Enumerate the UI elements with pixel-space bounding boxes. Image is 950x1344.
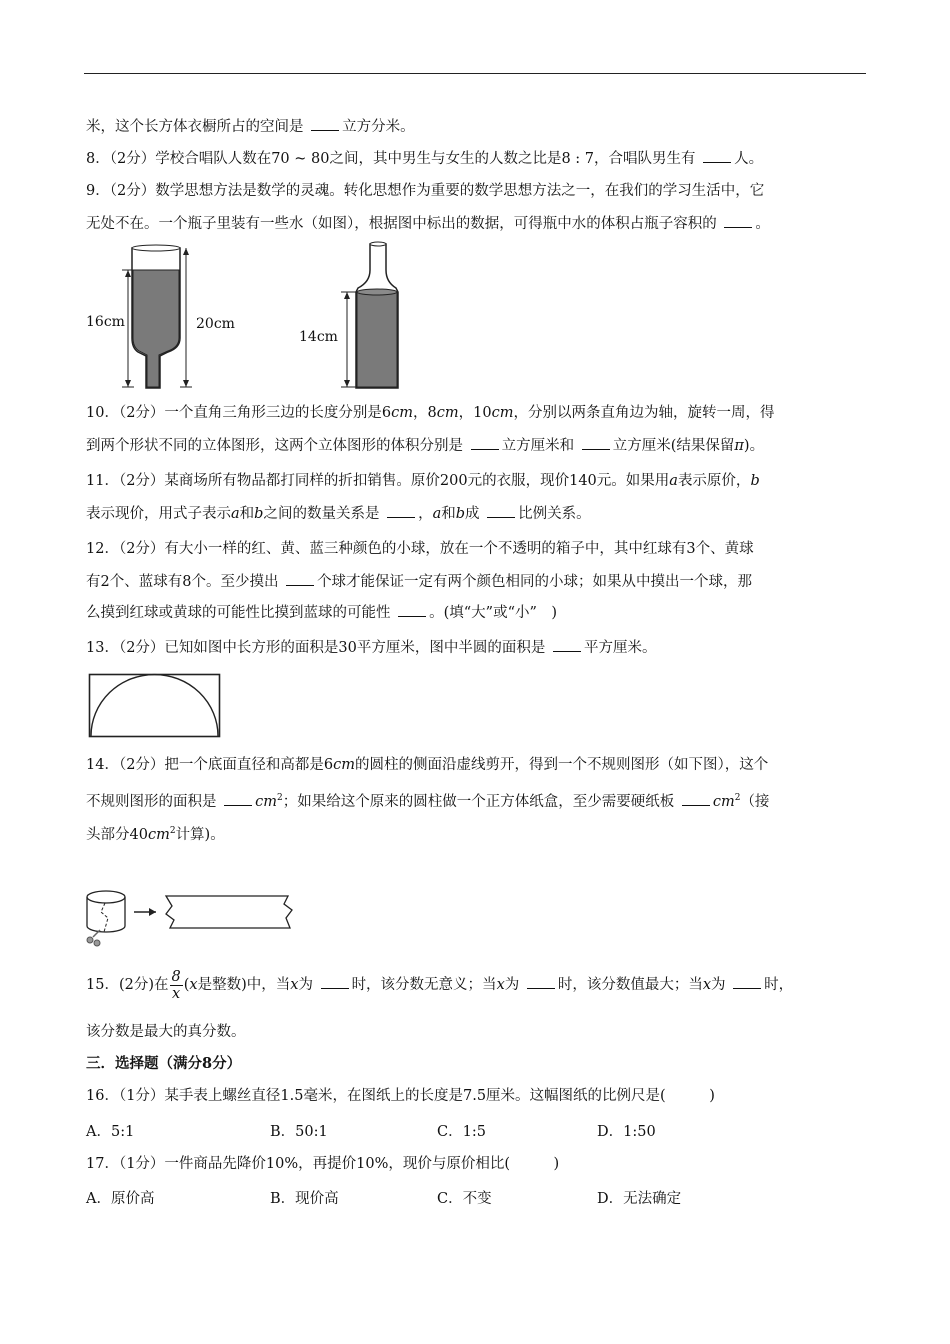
option-a[interactable]: A．5:1 bbox=[86, 1124, 135, 1140]
option-b[interactable]: B．现价高 bbox=[270, 1191, 339, 1207]
answer-blank[interactable] bbox=[321, 974, 349, 989]
q7-tail: 米，这个长方体衣橱所占的空间是 立方分米。 bbox=[86, 116, 415, 138]
option-b[interactable]: B．50:1 bbox=[270, 1124, 328, 1140]
label-16cm: 16cm bbox=[86, 314, 125, 330]
question-11-line2: 表示现价，用式子表示a和b之间的数量关系是 ，a和b成 比例关系。 bbox=[86, 503, 591, 525]
question-17: 17．（1分）一件商品先降价10%，再提价10%，现价与原价相比( ) bbox=[86, 1156, 560, 1172]
cylinder-cut-figure bbox=[84, 888, 296, 950]
section-heading: 三．选择题（满分8分） bbox=[86, 1055, 242, 1072]
question-16: 16．（1分）某手表上螺丝直径1.5毫米，在图纸上的长度是7.5厘米。这幅图纸的比例尺是( ) bbox=[86, 1088, 715, 1104]
option-a[interactable]: A．原价高 bbox=[86, 1191, 155, 1207]
question-15-line2: 该分数是最大的真分数。 bbox=[86, 1024, 246, 1040]
question-12-line1: 12．（2分）有大小一样的红、黄、蓝三种颜色的小球，放在一个不透明的箱子中，其中红球有3个、黄球 bbox=[86, 541, 754, 557]
question-12-line3: 么摸到红球或黄球的可能性比摸到蓝球的可能性 。(填“大”或“小” ) bbox=[86, 602, 557, 624]
answer-blank[interactable] bbox=[286, 571, 314, 586]
option-d[interactable]: D．1:50 bbox=[597, 1124, 656, 1140]
answer-blank[interactable] bbox=[387, 503, 415, 518]
answer-blank[interactable] bbox=[682, 791, 710, 806]
question-14-line2: 不规则图形的面积是 $cm^2$；如果给这个原来的圆柱做一个正方体纸盒，至少需要硬纸板 $cm^2$（接 bbox=[86, 787, 769, 813]
label-14cm: 14cm bbox=[299, 329, 338, 345]
option-c[interactable]: C．1:5 bbox=[437, 1124, 486, 1140]
answer-blank[interactable] bbox=[487, 503, 515, 518]
question-11-line1: 11．（2分）某商场所有物品都打同样的折扣销售。原价200元的衣服，现价140元。如果用a表示原价，b bbox=[86, 473, 760, 489]
label-20cm: 20cm bbox=[196, 316, 235, 332]
question-8: 8．（2分）学校合唱队人数在70 ~ 80之间，其中男生与女生的人数之比是8 : 7，合唱队男生有 人。 bbox=[86, 148, 763, 170]
option-d[interactable]: D．无法确定 bbox=[597, 1191, 682, 1207]
answer-blank[interactable] bbox=[224, 791, 252, 806]
answer-blank[interactable] bbox=[724, 213, 752, 228]
question-10-line1: 10．（2分）一个直角三角形三边的长度分别是6cm，8cm，10cm，分别以两条直角边为轴，旋转一周，得 bbox=[86, 405, 775, 421]
question-9-line1: 9．（2分）数学思想方法是数学的灵魂。转化思想作为重要的数学思想方法之一，在我们的学习生活中，它 bbox=[86, 183, 765, 199]
answer-blank[interactable] bbox=[582, 435, 610, 450]
question-13: 13．（2分）已知如图中长方形的面积是30平方厘米，图中半圆的面积是 平方厘米。 bbox=[86, 637, 656, 659]
question-12-line2: 有2个、蓝球有8个。至少摸出 个球才能保证一定有两个颜色相同的小球；如果从中摸出一个球，那 bbox=[86, 571, 752, 593]
header-rule bbox=[84, 73, 866, 74]
answer-blank[interactable] bbox=[471, 435, 499, 450]
semicircle-rectangle-figure bbox=[88, 673, 222, 739]
answer-blank[interactable] bbox=[398, 602, 426, 617]
question-14-line3: 头部分$40cm^2$计算)。 bbox=[86, 826, 225, 843]
answer-blank[interactable] bbox=[733, 974, 761, 989]
answer-blank[interactable] bbox=[553, 637, 581, 652]
fraction: $\frac{8}{x}$ bbox=[171, 968, 181, 1002]
answer-blank[interactable] bbox=[527, 974, 555, 989]
question-15-line1: 15．(2分)在 $\frac{8}{x}$ (x是整数)中，当x为 时，该分数无意义；当x为 时，该分数值最大；当x为 时， bbox=[86, 968, 794, 1002]
question-9-line2: 无处不在。一个瓶子里装有一些水（如图），根据图中标出的数据，可得瓶中水的体积占瓶子容积的 。 bbox=[86, 213, 770, 235]
answer-blank[interactable] bbox=[703, 148, 731, 163]
answer-blank[interactable] bbox=[311, 116, 339, 131]
option-c[interactable]: C．不变 bbox=[437, 1191, 492, 1207]
question-14-line1: 14．（2分）把一个底面直径和高都是6cm的圆柱的侧面沿虚线剪开，得到一个不规则图形（如下图），这个 bbox=[86, 757, 769, 773]
bottle-figure bbox=[84, 240, 424, 395]
question-10-line2: 到两个形状不同的立体图形，这两个立体图形的体积分别是 立方厘米和 立方厘米(结果保留π)。 bbox=[86, 435, 764, 457]
